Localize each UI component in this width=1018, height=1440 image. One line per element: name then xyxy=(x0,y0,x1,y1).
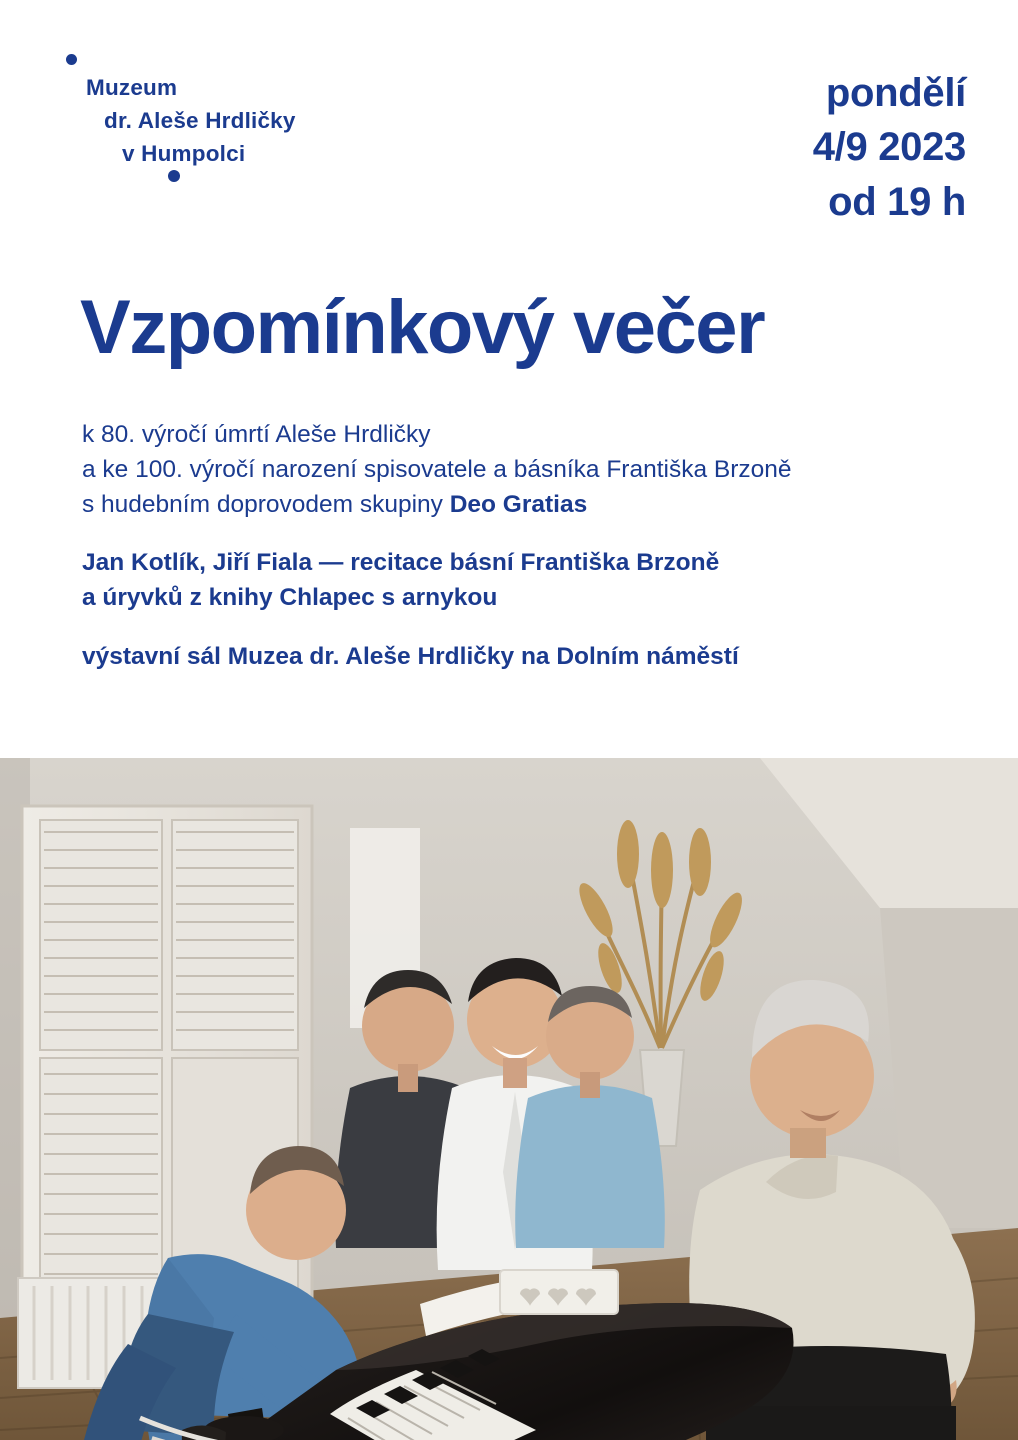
poster-header xyxy=(0,0,1018,250)
logo-line-3: v Humpolci xyxy=(122,140,246,166)
logo-dot-top-icon xyxy=(66,54,77,65)
performers-line-1: Jan Kotlík, Jiří Fiala — recitace básní Františka Brzoně xyxy=(82,549,720,577)
event-date: 4/9 2023 xyxy=(812,125,966,170)
event-photo xyxy=(0,758,1018,1440)
performers-paragraph xyxy=(82,546,982,616)
event-time: od 19 h xyxy=(828,179,966,224)
venue-line: výstavní sál Muzea dr. Aleše Hrdličky na Dolním náměstí xyxy=(82,642,739,670)
description-line-2: a ke 100. výročí narození spisovatele a básníka Františka Brzoně xyxy=(82,455,792,483)
band-name: Deo Gratias xyxy=(449,490,588,518)
event-weekday: pondělí xyxy=(825,71,966,115)
page-title: Vzpomínkový večer xyxy=(80,285,765,370)
description-line-1: k 80. výročí úmrtí Aleše Hrdličky xyxy=(82,421,431,448)
logo-line-1: Muzeum xyxy=(86,75,178,100)
description-line-3 xyxy=(82,488,982,523)
description-paragraph xyxy=(82,418,982,522)
venue-paragraph xyxy=(82,640,982,675)
logo-line-2: dr. Aleše Hrdličky xyxy=(104,107,296,133)
poster-body xyxy=(82,418,982,675)
museum-logo-text xyxy=(86,72,296,171)
description-line-3-prefix: s hudebním doprovodem skupiny xyxy=(82,490,450,518)
logo-dot-bottom-icon xyxy=(168,170,180,182)
performers-line-2: a úryvků z knihy Chlapec s arnykou xyxy=(82,584,498,612)
event-date-block xyxy=(813,66,966,229)
